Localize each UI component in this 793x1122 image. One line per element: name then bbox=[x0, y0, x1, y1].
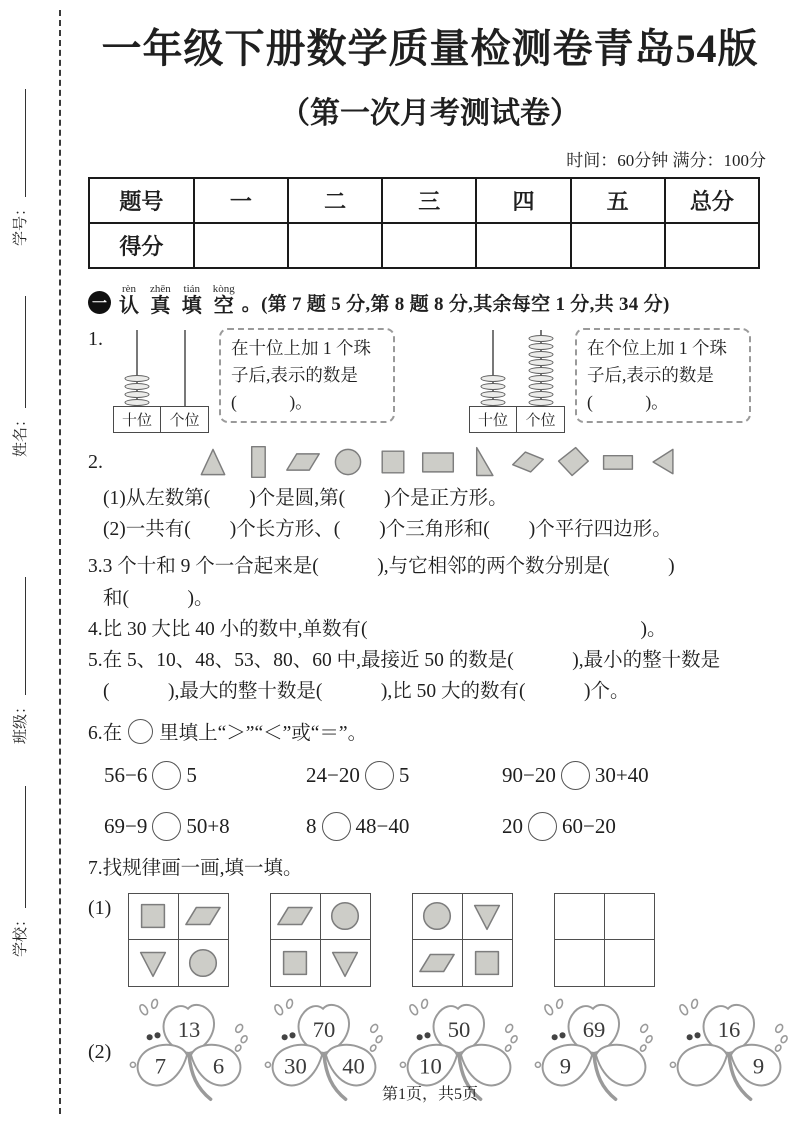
score-table-header-cell: 五 bbox=[571, 178, 665, 223]
abacus-bead bbox=[125, 399, 150, 406]
question-2-line-2: (2)一共有( )个长方形、( )个三角形和( )个平行四边形。 bbox=[103, 519, 672, 541]
score-table-header-row bbox=[89, 178, 759, 223]
class-field bbox=[9, 577, 31, 744]
part-label: (2) bbox=[88, 1040, 112, 1063]
section-number-icon: 一 bbox=[88, 291, 111, 314]
margin-dashed-line bbox=[59, 10, 61, 1114]
abacus-rod-ones bbox=[161, 330, 209, 406]
question-4: 4.比 30 大比 40 小的数中,单数有( )。 bbox=[88, 618, 667, 640]
parallelogram-shape-icon bbox=[184, 897, 222, 935]
pattern-grids bbox=[128, 893, 655, 987]
abacus-diagram bbox=[113, 330, 209, 433]
class-label: 班级： bbox=[13, 698, 29, 744]
abacus-bead bbox=[481, 399, 506, 406]
school-field bbox=[9, 786, 31, 957]
pattern-cell bbox=[321, 894, 371, 940]
score-cell-empty bbox=[665, 223, 759, 268]
pattern-cell-empty bbox=[605, 894, 655, 940]
question-3-line-2: 和( )。 bbox=[103, 587, 214, 609]
comparison-expression bbox=[306, 812, 502, 841]
score-row-label: 得分 bbox=[89, 223, 194, 268]
student-id-field bbox=[9, 89, 31, 246]
clover-eyes-icon bbox=[552, 1032, 566, 1040]
abacus-bead bbox=[481, 383, 506, 390]
pattern-grid bbox=[128, 893, 229, 987]
question-7-part-1 bbox=[88, 893, 772, 987]
part-label: (1) bbox=[88, 896, 112, 919]
student-name-field bbox=[9, 296, 31, 457]
clover-right-number: 6 bbox=[212, 1053, 225, 1079]
hint-box: 在个位上加 1 个珠子后,表示的数是( )。 bbox=[575, 328, 751, 423]
square-shape-icon bbox=[468, 944, 506, 982]
question-5-line-1: 5.在 5、10、48、53、80、60 中,最接近 50 的数是( ),最小的整十数是 bbox=[88, 650, 721, 672]
answer-circle bbox=[322, 812, 351, 841]
score-table-header-cell: 四 bbox=[476, 178, 570, 223]
pattern-grid bbox=[270, 893, 371, 987]
right-triangle-shape-icon bbox=[465, 444, 501, 480]
score-cell-empty bbox=[571, 223, 665, 268]
right-expression: 5 bbox=[398, 763, 410, 788]
abacus-rod-tens bbox=[469, 330, 517, 406]
square-tilted-shape-icon bbox=[555, 444, 591, 480]
rhombus-shape-icon bbox=[510, 444, 546, 480]
place-value-label: 个位 bbox=[161, 406, 209, 433]
place-value-label: 十位 bbox=[469, 406, 517, 433]
question-6-header bbox=[88, 717, 772, 745]
place-value-label: 个位 bbox=[517, 406, 565, 433]
school-label: 学校： bbox=[13, 911, 29, 957]
pinyin-char: kòng 空 bbox=[212, 283, 235, 318]
clover-left-number: 7 bbox=[154, 1053, 167, 1079]
pattern-cell bbox=[463, 894, 513, 940]
comparison-expression bbox=[306, 761, 502, 790]
blank-circle-icon bbox=[128, 719, 153, 744]
abacus-bead bbox=[481, 375, 506, 382]
triangle-up-shape-icon bbox=[195, 444, 231, 480]
abacus-bead bbox=[529, 383, 554, 390]
score-table-header-cell: 总分 bbox=[665, 178, 759, 223]
student-id-label: 学号： bbox=[13, 200, 29, 246]
answer-circle bbox=[365, 761, 394, 790]
right-expression: 48−40 bbox=[355, 814, 410, 839]
score-cell-empty bbox=[288, 223, 382, 268]
student-name-label: 姓名： bbox=[13, 411, 29, 457]
comparison-expression bbox=[104, 761, 306, 790]
clover-top-number: 69 bbox=[582, 1016, 606, 1042]
abacus-bead bbox=[125, 383, 150, 390]
pinyin-char: rèn 认 bbox=[119, 283, 139, 318]
shape-sequence bbox=[195, 441, 681, 483]
pattern-cell bbox=[413, 940, 463, 986]
abacus-rod-line bbox=[184, 330, 186, 406]
answer-circle bbox=[152, 812, 181, 841]
rect-small-shape-icon bbox=[600, 444, 636, 480]
score-table-header-cell: 题号 bbox=[89, 178, 194, 223]
abacus-bead bbox=[529, 343, 554, 350]
question-6-suffix: 里填上“＞”“＜”或“＝”。 bbox=[159, 723, 368, 745]
question-2 bbox=[88, 441, 772, 483]
abacus-bead bbox=[529, 375, 554, 382]
right-expression: 5 bbox=[186, 763, 197, 788]
question-1 bbox=[88, 328, 772, 433]
parallelogram-shape-icon bbox=[418, 944, 456, 982]
pattern-cell bbox=[271, 940, 321, 986]
circle-shape-icon bbox=[326, 897, 364, 935]
answer-circle bbox=[561, 761, 590, 790]
triangle-left-shape-icon bbox=[645, 444, 681, 480]
score-table-score-row bbox=[89, 223, 759, 268]
abacus-rod-ones bbox=[517, 330, 565, 406]
clover-left-number: 30 bbox=[284, 1053, 307, 1079]
score-table bbox=[88, 177, 760, 269]
triangle-down-shape-icon bbox=[468, 897, 506, 935]
abacus-bead bbox=[529, 359, 554, 366]
abacus-bead bbox=[125, 391, 150, 398]
clover-right-number: 40 bbox=[342, 1053, 365, 1079]
abacus-rod-tens bbox=[113, 330, 161, 406]
page-subtitle: （第一次月考测试卷） bbox=[280, 97, 580, 130]
comparison-expression bbox=[502, 761, 772, 790]
section-1-header bbox=[88, 279, 772, 318]
answer-circle bbox=[528, 812, 557, 841]
pattern-grid bbox=[412, 893, 513, 987]
question-2-line-1: (1)从左数第( )个是圆,第( )个是正方形。 bbox=[103, 488, 508, 510]
section-score-note: 。(第 7 题 5 分,第 8 题 8 分,其余每空 1 分,共 34 分) bbox=[241, 294, 670, 316]
comparison-expression bbox=[104, 812, 306, 841]
clover-left-number: 10 bbox=[419, 1053, 442, 1079]
abacus-bead bbox=[125, 375, 150, 382]
pattern-cell bbox=[129, 894, 179, 940]
clover-top-number: 13 bbox=[177, 1016, 201, 1042]
left-expression: 8 bbox=[306, 814, 317, 839]
clover-eyes-icon bbox=[417, 1032, 431, 1040]
circle-shape-icon bbox=[330, 444, 366, 480]
score-table-header-cell: 三 bbox=[382, 178, 476, 223]
triangle-down-shape-icon bbox=[134, 944, 172, 982]
left-expression: 20 bbox=[502, 814, 523, 839]
comparison-exercises bbox=[104, 761, 772, 841]
abacus-bead bbox=[529, 335, 554, 342]
pattern-cell bbox=[179, 894, 229, 940]
triangle-down-shape-icon bbox=[326, 944, 364, 982]
rect-tall-shape-icon bbox=[240, 444, 276, 480]
abacus-diagram bbox=[469, 330, 565, 433]
square-shape-icon bbox=[134, 897, 172, 935]
class-blank-line bbox=[24, 577, 26, 695]
score-cell-empty bbox=[382, 223, 476, 268]
pattern-cell-empty bbox=[555, 894, 605, 940]
abacus-bead bbox=[529, 399, 554, 406]
left-expression: 90−20 bbox=[502, 763, 556, 788]
question-7-title: 7.找规律画一画,填一填。 bbox=[88, 858, 303, 880]
right-expression: 60−20 bbox=[562, 814, 616, 839]
abacus-bead bbox=[529, 367, 554, 374]
pattern-cell bbox=[129, 940, 179, 986]
left-expression: 24−20 bbox=[306, 763, 360, 788]
clover-eyes-icon bbox=[147, 1032, 161, 1040]
school-blank-line bbox=[24, 786, 26, 908]
question-6-prefix: 6.在 bbox=[88, 723, 123, 745]
score-cell-empty bbox=[194, 223, 288, 268]
pattern-cell bbox=[413, 894, 463, 940]
square-shape-icon bbox=[375, 444, 411, 480]
parallelogram-shape-icon bbox=[285, 444, 321, 480]
left-expression: 69−9 bbox=[104, 814, 148, 839]
question-3-line-1: 3.3 个十和 9 个一合起来是( ),与它相邻的两个数分别是( ) bbox=[88, 556, 675, 578]
pinyin-char: tián 填 bbox=[181, 283, 202, 318]
pattern-grid bbox=[554, 893, 655, 987]
rect-wide-shape-icon bbox=[420, 444, 456, 480]
clover-top-number: 50 bbox=[447, 1016, 471, 1042]
question-5-line-2: ( ),最大的整十数是( ),比 50 大的数有( )个。 bbox=[103, 681, 630, 703]
square-shape-icon bbox=[276, 944, 314, 982]
score-cell-empty bbox=[476, 223, 570, 268]
circle-shape-icon bbox=[184, 944, 222, 982]
right-expression: 30+40 bbox=[594, 763, 649, 788]
answer-circle bbox=[152, 761, 181, 790]
parallelogram-shape-icon bbox=[276, 897, 314, 935]
pattern-cell bbox=[463, 940, 513, 986]
score-table-header-cell: 一 bbox=[194, 178, 288, 223]
pattern-cell-empty bbox=[555, 940, 605, 986]
time-and-score-info: 时间：60分钟 满分：100分 bbox=[566, 151, 766, 170]
clover-eyes-icon bbox=[282, 1032, 296, 1040]
question-number: 2. bbox=[88, 450, 103, 473]
section-title-with-pinyin bbox=[119, 279, 242, 318]
abacus-bead bbox=[529, 351, 554, 358]
left-expression: 56−6 bbox=[104, 763, 148, 788]
student-id-blank-line bbox=[24, 89, 26, 197]
pattern-cell-empty bbox=[605, 940, 655, 986]
clover-eyes-icon bbox=[687, 1032, 701, 1040]
circle-shape-icon bbox=[418, 897, 456, 935]
page-title: 一年级下册数学质量检测卷青岛54版 bbox=[101, 26, 759, 71]
pattern-cell bbox=[321, 940, 371, 986]
pattern-cell bbox=[271, 894, 321, 940]
clover-top-number: 16 bbox=[717, 1016, 741, 1042]
right-expression: 50+8 bbox=[186, 814, 230, 839]
page-number: 第1页，共5页 bbox=[381, 1086, 478, 1103]
clover-left-number: 9 bbox=[559, 1053, 572, 1079]
pinyin-char: zhēn 真 bbox=[150, 283, 171, 318]
comparison-expression bbox=[502, 812, 772, 841]
abacus-bead bbox=[481, 391, 506, 398]
student-name-blank-line bbox=[24, 296, 26, 408]
exam-body bbox=[88, 26, 772, 1109]
question-number: 1. bbox=[88, 328, 103, 351]
hint-box: 在十位上加 1 个珠子后,表示的数是( )。 bbox=[219, 328, 395, 423]
abacus-bead bbox=[529, 391, 554, 398]
clover-right-number: 9 bbox=[752, 1053, 765, 1079]
pattern-cell bbox=[179, 940, 229, 986]
place-value-label: 十位 bbox=[113, 406, 161, 433]
score-table-header-cell: 二 bbox=[288, 178, 382, 223]
clover-top-number: 70 bbox=[312, 1016, 336, 1042]
